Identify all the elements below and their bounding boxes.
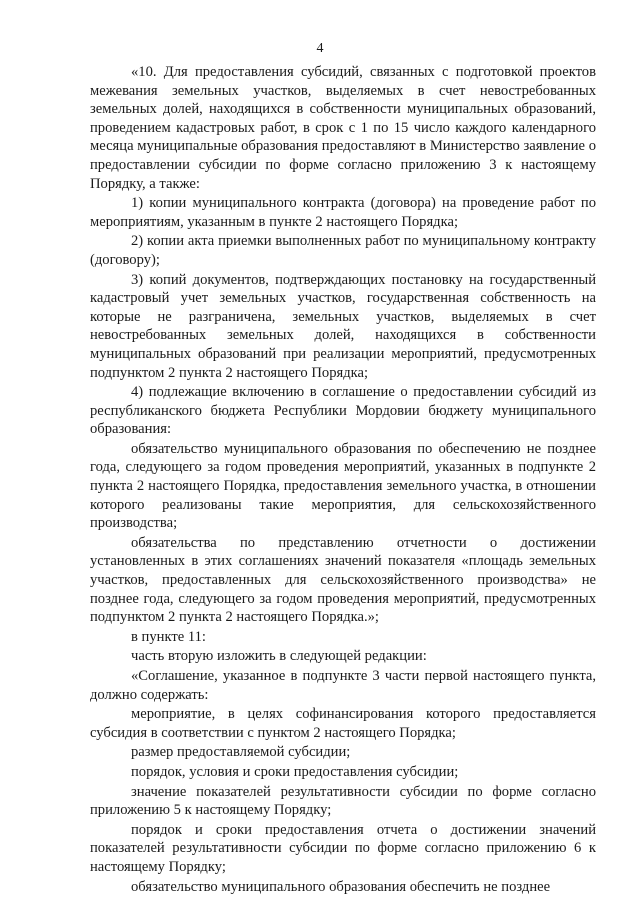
paragraph-part-two: часть вторую изложить в следующей редакции: — [131, 648, 427, 665]
paragraph-agreement-indicators: значение показателей результативности субсидии по форме согласно приложению 5 к настоящему Порядку; — [90, 783, 596, 819]
paragraph-10-intro: «10. Для предоставления субсидий, связанных с подготовкой проектов межевания земельных участков, выделяемых в счет невостребованных земельных долей, находящихся в собственности муниципальных образований, проведением кадастровых работ, в срок с 1 по 15 число каждого календарного месяца муниципальные образования предоставляют в Министерство заявление о предоставлении субсидии по форме согласно приложению 3 к настоящему Порядку, а также: — [90, 64, 596, 192]
paragraph-item-1: 1) копии муниципального контракта (договора) на проведение работ по мероприятиям, указанным в пункте 2 настоящего Порядка; — [90, 195, 596, 230]
paragraph-agreement-report: порядок и сроки предоставления отчета о достижении значений показателей результативности субсидии по форме согласно приложению 6 к настоящему Порядку; — [90, 821, 596, 875]
paragraph-obligation-reporting: обязательства по представлению отчетности о достижении установленных в этих соглашениях значений показателя «площадь земельных участков, предоставленных для сельскохозяйственного производства» не позднее года, следующего за годом проведения мероприятий, предусмотренных подпунктом 2 пункта 2 настоящего Порядка.»; — [90, 534, 596, 626]
paragraph-agreement-amount: размер предоставляемой субсидии; — [131, 744, 351, 761]
paragraph-agreement-measure: мероприятие, в целях софинансирования которого предоставляется субсидия в соответствии с пунктом 2 настоящего Порядка; — [90, 706, 596, 741]
document-body — [90, 63, 596, 897]
paragraph-agreement-obligation: обязательство муниципального образования обеспечить не позднее — [131, 878, 551, 895]
paragraph-clause-11: в пункте 11: — [131, 628, 206, 645]
paragraph-obligation-land: обязательство муниципального образования по обеспечению не позднее года, следующего за годом проведения мероприятий, указанных в подпункте 2 пункта 2 настоящего Порядка, предоставления земельного участка, в отношении которого реализованы такие мероприятия, для сельскохозяйственного производства; — [90, 440, 596, 532]
page-number: 4 — [316, 41, 324, 56]
paragraph-agreement-procedure: порядок, условия и сроки предоставления субсидии; — [131, 763, 459, 780]
paragraph-item-2: 2) копии акта приемки выполненных работ по муниципальному контракту (договору); — [90, 233, 596, 268]
paragraph-agreement-intro: «Соглашение, указанное в подпункте 3 части первой настоящего пункта, должно содержать: — [90, 668, 596, 703]
paragraph-item-3: 3) копий документов, подтверждающих постановку на государственный кадастровый учет земельных участков, государственная собственность на которые не разграничена, земельных участков, выделяемых в счет невостребованных земельных долей, находящихся в собственности муниципальных образований при реализации мероприятий, предусмотренных подпунктом 2 пункта 2 настоящего Порядка; — [90, 271, 596, 381]
paragraph-item-4: 4) подлежащие включению в соглашение о предоставлении субсидий из республиканского бюджета Республики Мордовии бюджету муниципального образования: — [90, 384, 596, 438]
